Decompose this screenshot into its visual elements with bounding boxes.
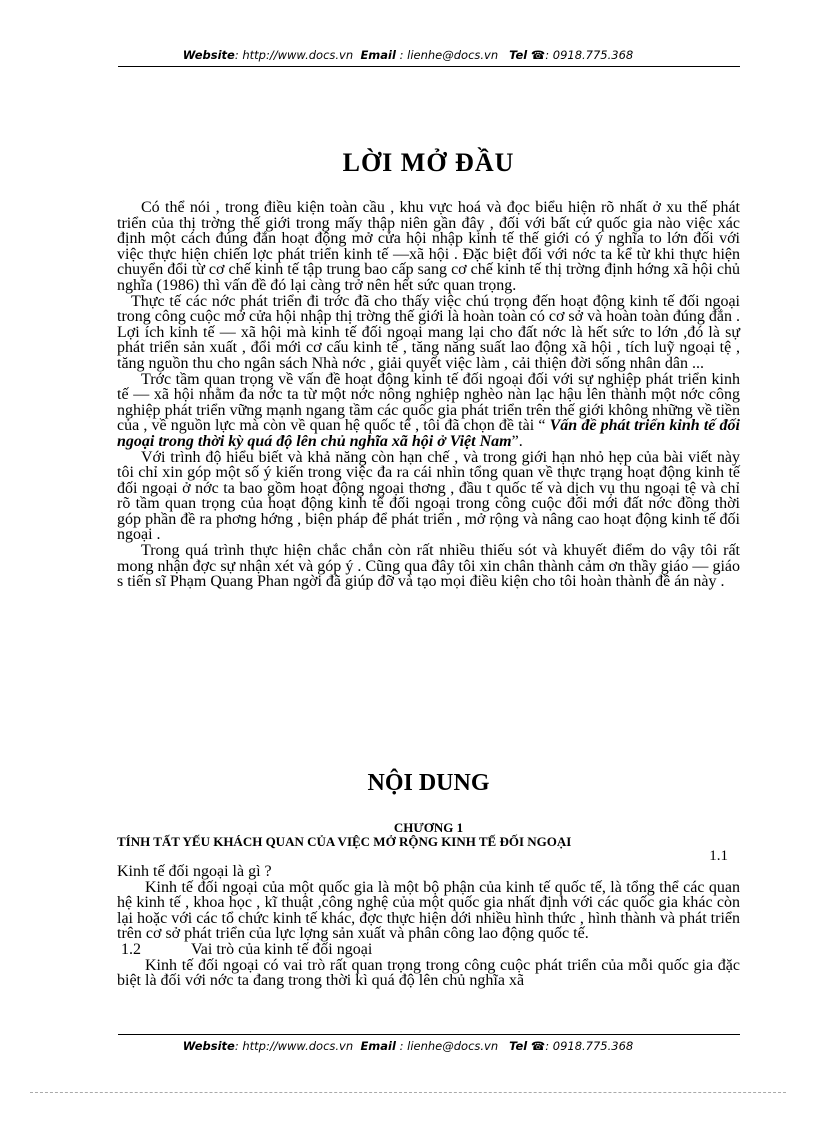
header-website-url[interactable]: : http://www.docs.vn bbox=[234, 48, 354, 62]
thesis-topic: Vấn đề phát triển kinh tế đối ngoại trong thời kỳ quá độ lên chủ nghĩa xã hội ở Việt Nam bbox=[117, 417, 741, 450]
phone-icon: ☎ bbox=[530, 1039, 546, 1053]
intro-paragraph-5: Trong quá trình thực hiện chắc chắn còn rất nhiều thiếu sót và khuyết điểm do vậy tôi rất mong nhận đợc sự nhận xét và góp ý . Cũng qua đây tôi xin chân thành cảm ơn thầy giáo — giáo s tiến sĩ Phạm Quang Phan ngời đã giúp đỡ và tạo mọi điều kiện cho tôi hoàn thành đề án này . bbox=[117, 542, 740, 591]
intro-paragraph-3-end: ”. bbox=[511, 432, 523, 450]
intro-paragraph-2: Thực tế các nớc phát triển đi trớc đã cho thấy việc chú trọng đến hoạt động kinh tế đối ngoại trong công cuộc mở cửa hội nhập thị trờng thế giới là hoàn toàn có cơ sở và hoàn toàn đúng đắn . Lợi ích kinh tế — xã hội mà kinh tế đối ngoại mang lại cho đất nớc là hết sức to lớn ,đó là sự phát triển sản xuất , đổi mới cơ cấu kinh tế , tăng năng suất lao động xã hội , tích luỹ ngoại tệ , tăng nguồn thu cho ngân sách Nhà nớc , giải quyết việc làm , cải thiện đời sống nhân dân ... bbox=[117, 292, 740, 372]
intro-paragraph-1: Có thể nói , trong điều kiện toàn cầu , khu vực hoá và đọc biểu hiện rõ nhất ở xu thế phát triển của thị trờng thế giới trong mấy thập niên gần đây , đối với bất cứ quốc gia nào việc xác định một cách đúng đắn hoạt động mở cửa hội nhập kinh tế thế giới có ý nghĩa to lớn đối với việc thực hiện chiến lợc phát triển kinh tế —xã hội . Đặc biệt đối với nớc ta kể từ khi thực hiện chuyển đổi từ cơ chế kinh tế tập trung bao cấp sang cơ chế kinh tế thị trờng định hớng xã hội chủ nghĩa (1986) thì vấn đề đó lại càng trở nên hết sức quan trọng. bbox=[117, 199, 740, 294]
page-boundary bbox=[30, 1092, 786, 1093]
content-title: NỘI DUNG bbox=[367, 770, 490, 796]
page-title: LỜI MỞ ĐẦU bbox=[342, 148, 515, 177]
section-1-1-text: Kinh tế đối ngoại của một quốc gia là một bộ phận của kinh tế quốc tế, là tổng thể các quan hệ kinh tế , khoa học , kĩ thuật ,công nghệ của một quốc gia nhất định với các quốc gia khác còn lại hoặc với các tổ chức kinh tế khác, đợc thực hiện dới nhiều hình thức , hình thành và phát triển trên cơ sở phát triển của lực lợng sản xuất và phân công lao động quốc tế. bbox=[117, 878, 740, 943]
header-email-label: Email bbox=[360, 48, 396, 62]
footer-email-value[interactable]: : lienhe@docs.vn bbox=[399, 1039, 499, 1053]
phone-icon: ☎ bbox=[530, 48, 546, 62]
footer-tel-value: : 0918.775.368 bbox=[545, 1039, 634, 1053]
footer-email-label: Email bbox=[360, 1039, 396, 1053]
section-1-2-heading: Vai trò của kinh tế đối ngoại bbox=[191, 940, 373, 958]
header-rule bbox=[118, 66, 740, 67]
header-tel-value: : 0918.775.368 bbox=[545, 48, 634, 62]
section-1-1-heading: Kinh tế đối ngoại là gì ? bbox=[117, 863, 272, 880]
intro-paragraph-3-start: Trớc tầm quan trọng về vấn đề hoạt động kinh tế đối ngoại đối với sự nghiệp phát triển kinh tế — xã hội nhằm đa nớc ta từ một nớc nông nghiệp nghèo nàn lạc hậu lên thành một nớc công nghiệp phát triển vững mạnh ngang tầm các quốc gia phát triển trên thế giới không những về tiền của , về nguồn lực mà còn về quan hệ quốc tế , tôi đã chọn đề tài “ bbox=[117, 370, 740, 435]
section-1-2-heading-row bbox=[117, 942, 740, 958]
footer-rule bbox=[118, 1034, 740, 1035]
intro-paragraph-3 bbox=[117, 372, 740, 450]
section-1-1-number: 1.1 bbox=[709, 848, 728, 864]
chapter-section bbox=[117, 864, 740, 989]
footer-website-url[interactable]: : http://www.docs.vn bbox=[234, 1039, 354, 1053]
intro-section bbox=[117, 200, 740, 590]
header-website-label: Website bbox=[182, 48, 235, 62]
footer-website-label: Website bbox=[182, 1039, 235, 1053]
header-email-value[interactable]: : lienhe@docs.vn bbox=[399, 48, 499, 62]
page-header bbox=[0, 48, 816, 62]
chapter-title: TÍNH TẤT YẾU KHÁCH QUAN CỦA VIỆC MỞ RỘNG KINH TẾ ĐỐI NGOẠI bbox=[117, 834, 572, 849]
footer-tel-label: Tel bbox=[509, 1039, 528, 1053]
header-tel-label: Tel bbox=[509, 48, 528, 62]
intro-paragraph-4: Với trình độ hiểu biết và khả năng còn hạn chế , và trong giới hạn nhỏ hẹp của bài viết này tôi chỉ xin góp một số ý kiến trong việc đa ra cái nhìn tổng quan về thực trạng hoạt động kinh tế đối ngoại ở nớc ta bao gồm hoạt động ngoại thơng , đầu t quốc tế và dịch vụ thu ngoại tệ và chỉ rõ tầm quan trọng của hoạt động kinh tế đối ngoại trong công cuộc đổi mới đất nớc đồng thời góp phần đề ra phơng hớng , biện pháp để phát triển , mở rộng và nâng cao hoạt động kinh tế đối ngoại . bbox=[117, 448, 740, 544]
page-footer bbox=[0, 1039, 816, 1053]
section-1-2-number: 1.2 bbox=[121, 940, 141, 958]
chapter-number: CHƯƠNG 1 bbox=[393, 820, 464, 835]
section-1-2-text: Kinh tế đối ngoại có vai trò rất quan trọng trong công cuộc phát triển của mỗi quốc gia đặc biệt là đối với nớc ta đang trong thời kì quá độ lên chủ nghĩa xã bbox=[117, 956, 740, 990]
